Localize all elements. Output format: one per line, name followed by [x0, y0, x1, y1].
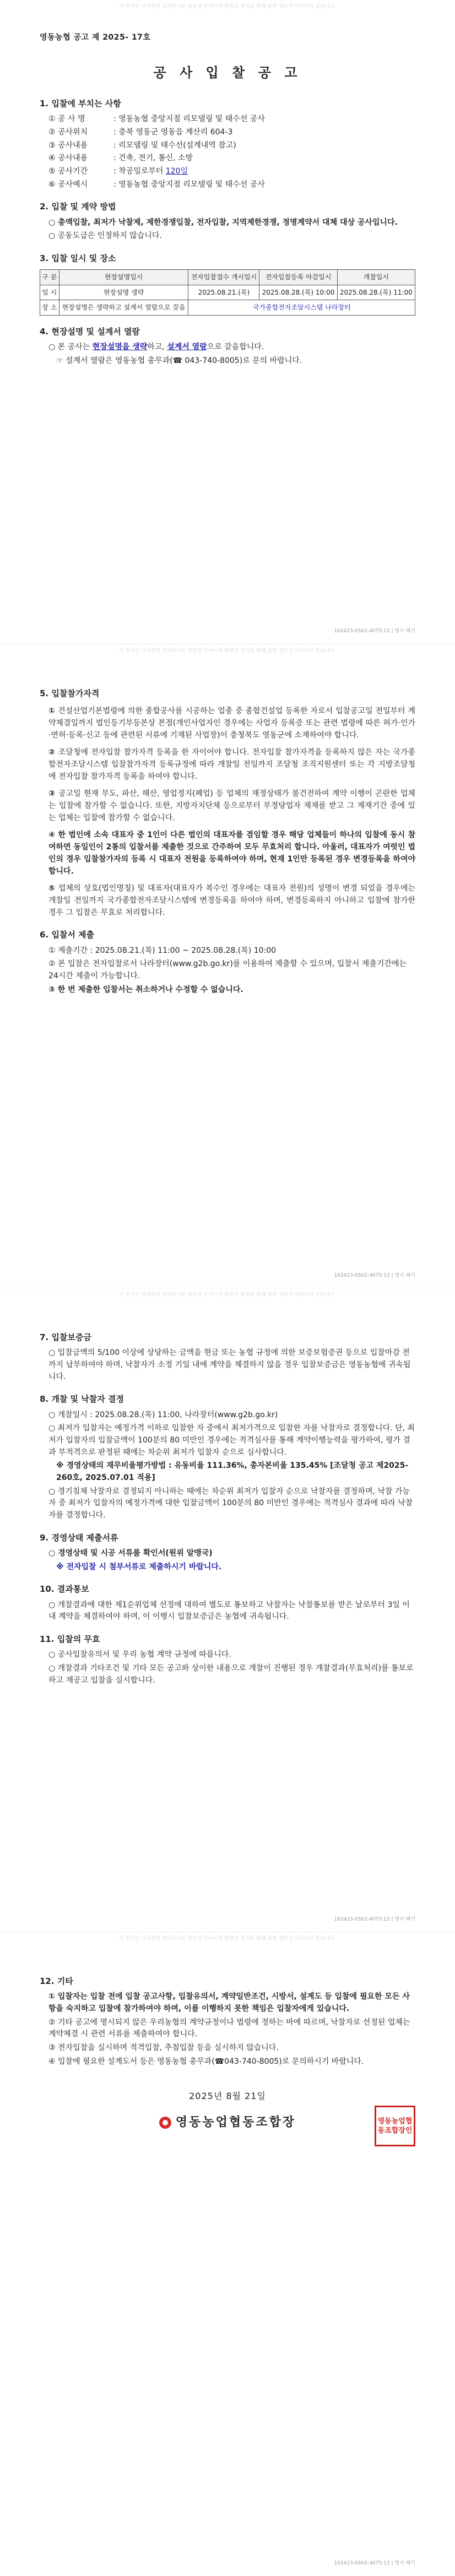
bullet: ② 본 입찰은 전자입찰로서 나라장터(www.g2b.go.kr)를 이용하여 제출할 수 있으며, 입찰서 제출기간에는 24시간 제출이 가능합니다. — [48, 959, 407, 980]
item-row — [40, 140, 415, 152]
schedule-table — [40, 269, 415, 316]
page-3-watermark-note: 이 문서는 나라장터 전자문서로 발급된 문서이며 위변조 방지를 위해 출력 정보가 기록되어 있습니다. — [119, 1292, 336, 1298]
bullet: ① 제출기간 : 2025.08.21.(목) 11:00 ~ 2025.08.28.(목) 10:00 — [48, 946, 277, 955]
para-text: 한 법인에 소속 대표자 중 1인이 다른 법인의 대표자를 겸임할 경우 해당 업체들이 하나의 입찰에 동시 참여하면 동일인이 2통의 입찰서를 제출한 것으로 간주하여 모두 무효처리 합니다. 아울러, 대표자가 여럿인 법인의 경우 입찰참가자의 등록 시 대표자 전원을 등록하여야 하며, 현재 1인만 등록된 경우 변경등록을 하여야 합니다. — [48, 831, 415, 876]
bullet: ② 기타 공고에 명시되지 않은 우리농협의 계약규정이나 법령에 정하는 바에 따르며, 낙찰자로 선정된 업체는 계약체결 시 관련 서류를 제출하여야 합니다. — [48, 2018, 410, 2039]
table-header: 전자입찰등록 마감일시 — [259, 270, 337, 285]
item-value — [113, 166, 415, 178]
section-8-title: 8. 개찰 및 낙찰자 결정 — [40, 1394, 124, 1404]
nh-logo-icon — [159, 2117, 171, 2129]
section-8 — [40, 1393, 415, 1521]
paragraph — [40, 883, 415, 919]
bullet: ○ 공동도급은 인정하지 않습니다. — [48, 231, 162, 241]
page-2 — [0, 644, 455, 1288]
section-4-title: 4. 현장설명 및 설계서 열람 — [40, 326, 140, 337]
section-5 — [40, 687, 415, 919]
para-number: ① — [48, 707, 56, 716]
paragraph — [40, 747, 415, 783]
bullet: ○ 최저가 입찰자는 예정가격 이하로 입찰한 자 중에서 최저가격으로 입찰한 자를 낙찰자로 결정합니다. 단, 최저가 입찰자의 입찰금액이 100분의 80 미만인 경우에는 적격심사를 통해 계약이행능력을 평가하여, 평가 결과 부적격으로 판정된 때에는 차순위 최저가 입찰자 순으로 심사합니다. — [48, 1424, 415, 1457]
table-header-row — [40, 270, 415, 285]
bullet: ○ 개찰결과에 대한 제1순위업체 선정에 대하여 별도로 통보하고 낙찰자는 낙찰통보를 받은 날로부터 3일 이내 계약을 체결하여야 하며, 이 이행시 입찰보증금은 농협에 귀속됩니다. — [48, 1600, 410, 1621]
paragraph — [40, 788, 415, 824]
section-4 — [40, 326, 415, 367]
item-row — [40, 113, 415, 126]
page-3-content — [40, 1321, 415, 1688]
section-6-title: 6. 입찰서 제출 — [40, 930, 95, 940]
para-text: 조달청에 전자입찰 참가자격 등록을 한 자이어야 합니다. 전자입찰 참가자격을 등록하지 않은 자는 국가종합전자조달시스템 입찰참가자격 등록규정에 따라 개찰일 전일까지 조달청 조직지원센터 또는 각 지방조달청에 전자입찰 참가자격 등록을 하여야 합니다. — [48, 748, 415, 781]
item-value: : 영동농협 중앙지점 리모델링 및 태수선 공사 — [113, 180, 265, 189]
row-label: 일 시 — [40, 285, 59, 300]
para-text: 업체의 상호(법인명칭) 및 대표자(대표자가 복수인 경우에는 대표자 전원)의 성명이 변경 되었을 경우에는 개찰일 전일까지 국가종합전자조달시스템에 변경등록을 하여야 하며, 변경등록하지 아니하고 입찰에 참가한 경우 그 입찰은 무효로 처리합니다. — [48, 884, 416, 917]
section-6 — [40, 929, 415, 996]
table-row — [40, 285, 415, 300]
bullet: ○ 입찰금액의 5/100 이상에 상당하는 금액을 현금 또는 농협 규정에 의한 보증보험증권 등으로 입찰마감 전까지 납부하여야 하며, 낙찰자가 소정 기일 내에 계약을 체결하지 않을 경우 입찰보증금은 영동농협에 귀속됩니다. — [48, 1348, 411, 1381]
section-11-title: 11. 입찰의 무효 — [40, 1634, 100, 1644]
underline-text: 설계서 열람 — [167, 343, 207, 352]
table-cell: 현장설명은 생략하고 설계서 열람으로 갈음 — [59, 300, 188, 316]
bullet: ○ 공사입찰유의서 및 우리 농협 계약 규정에 따릅니다. — [48, 1650, 231, 1660]
text-span: 으로 갈음합니다. — [207, 343, 264, 352]
para-text: 건설산업기본법령에 의한 종합공사를 시공하는 업종 중 종합건설업 등록한 자로서 입찰공고일 전일부터 계약체결일까지 법인등기부등본상 본점(개인사업자인 경우에는 사업자 등록증 또는 관련 법령에 따른 허가·인가·면허·등록·신고 등에 관련된 서류에 기재된 사업장)이 충청북도 영동군에 소재하여야 합니다. — [48, 707, 415, 740]
table-cell: 2025.08.21.(목) — [188, 285, 259, 300]
text-span: 하고, — [147, 343, 167, 352]
page-1-footer: 162423-0502-4075:12 | 영시 폐기 — [334, 628, 415, 634]
page-4-content — [40, 1965, 415, 2132]
page-3-footer: 162423-0502-4075:12 | 영시 폐기 — [334, 1917, 415, 1922]
section-9 — [40, 1532, 415, 1574]
sub-note: ※ 전자입찰 시 첨부서류로 제출하시기 바랍니다. — [56, 1562, 222, 1571]
bullet: ① 입찰자는 입찰 전에 입찰 공고사항, 입찰유의서, 계약일반조건, 시방서, 설계도 등 입찰에 필요한 모든 사항을 숙지하고 입찰에 참가하여야 하며, 이를 이행하지 못한 책임은 입찰자에게 있습니다. — [48, 1992, 410, 2013]
item-row — [40, 127, 415, 139]
item-key: ④ 공사내용 — [48, 154, 88, 163]
text-span: ○ 본 공사는 — [48, 343, 93, 352]
table-cell: 국가종합전자조달시스템 나라장터 — [188, 300, 415, 316]
section-10-title: 10. 결과통보 — [40, 1584, 89, 1595]
section-5-title: 5. 입찰참가자격 — [40, 688, 100, 698]
item-row — [40, 153, 415, 165]
section-10 — [40, 1583, 415, 1623]
row-label: 장 소 — [40, 300, 59, 316]
organization-name: 영동농업협동조합장 — [175, 2116, 296, 2130]
page-4 — [0, 1932, 455, 2576]
section-1 — [40, 97, 415, 191]
item-row — [40, 179, 415, 191]
table-cell: 현장설명 생략 — [59, 285, 188, 300]
bullet: ○ 개찰일시 : 2025.08.28.(목) 11:00, 나라장터(www.g2b.go.kr) — [48, 1410, 278, 1419]
item-key: ⑤ 공사기간 — [48, 166, 88, 176]
page-2-content — [40, 677, 415, 997]
table-header: 전자입찰접수 개시일시 — [188, 270, 259, 285]
item-key: ② 공사위치 — [48, 127, 88, 137]
bullet: ○ 경기침체 낙찰자로 결정되지 아니하는 때에는 차순위 최저가 입찰자 순으로 낙찰자를 결정하며, 낙찰 가능자 중 최저가 입찰자의 예정가격에 대한 입찰금액이 100분의 80 미만인 경우에는 적격심사 결과에 따라 낙찰자를 결정합니다. — [48, 1487, 413, 1520]
page-1 — [0, 0, 455, 644]
sub-note: ※ 경영상태의 재무비율평가방법 : 유동비율 111.36%, 총자본비율 135.45% [조달청 공고 제2025-260호, 2025.07.01 적용] — [56, 1461, 409, 1482]
para-text: 공고일 현재 부도, 파산, 해산, 영업정지(폐업) 등 업체의 재정상태가 불건전하여 계약 이행이 곤란한 업체는 입찰에 참가할 수 없습니다. 또한, 지방자치단체 등으로부터 부정당업자 제재를 받고 그 제재기간 중에 있는 업체는 입찰에 참가할 수 없습니다. — [48, 789, 416, 822]
section-7-title: 7. 입찰보증금 — [40, 1332, 91, 1342]
para-number: ③ — [48, 789, 56, 799]
table-row — [40, 300, 415, 316]
page-1-content — [40, 32, 415, 369]
table-cell: 2025.08.28.(목) 11:00 — [337, 285, 415, 300]
table-header: 개찰일시 — [337, 270, 415, 285]
section-2 — [40, 200, 415, 242]
section-3-title: 3. 입찰 일시 및 장소 — [40, 253, 116, 263]
page-4-footer: 162423-0502-4075:12 | 영시 폐기 — [334, 2561, 415, 2566]
official-seal-icon: 영동농업협동조합장인 — [375, 2106, 415, 2146]
item-value: : 리모델링 및 태수선(설계내역 참고) — [113, 140, 236, 150]
section-11 — [40, 1633, 415, 1686]
section-12 — [40, 1975, 415, 2068]
sub-note: ☞ 설계서 열람은 영동농협 총무과(☎ 043-740-8005)로 문의 바랍니다. — [56, 356, 302, 365]
document-title: 공 사 입 찰 공 고 — [153, 64, 302, 80]
bullet: ③ 전자입찰을 실시하며 적격입찰, 추첨입찰 등을 실시하지 않습니다. — [48, 2043, 279, 2052]
period-prefix: : 착공일로부터 — [113, 166, 166, 176]
para-number: ④ — [48, 831, 56, 840]
para-number: ⑤ — [48, 884, 56, 893]
notice-number: 영동농협 공고 제 2025- 17호 — [40, 33, 151, 42]
period-days: 120일 — [165, 166, 188, 176]
underline-text: 현장설명을 생략 — [92, 343, 148, 352]
bullet: ④ 입찰에 필요한 설계도서 등은 영동농협 총무과(☎043-740-8005)로 문의하시기 바랍니다. — [48, 2057, 364, 2066]
page-2-footer: 162423-0502-4075:12 | 영시 폐기 — [334, 1273, 415, 1278]
bullet: ③ 한 번 제출한 입찰서는 취소하거나 수정할 수 없습니다. — [48, 985, 243, 994]
bullet: ○ 개찰결과 기타조건 및 기타 모든 공고와 상이한 내용으로 개찰이 진행된 경우 개찰결과(무효처리)를 통보로 하고 재공고 입찰을 실시합니다. — [48, 1663, 414, 1685]
paragraph — [40, 829, 415, 877]
bullet: ○ 총액입찰, 최저가 낙찰제, 제한경쟁입찰, 전자입찰, 지역제한경쟁, 정명계약서 대체 대상 공사입니다. — [48, 218, 398, 227]
section-9-title: 9. 경영상태 제출서류 — [40, 1532, 118, 1543]
para-number: ② — [48, 748, 56, 757]
page-3 — [0, 1288, 455, 1932]
item-value: : 건축, 전기, 통신, 소방 — [113, 154, 193, 163]
section-3 — [40, 252, 415, 316]
page-2-watermark-note: 이 문서는 나라장터 전자문서로 발급된 문서이며 위변조 방지를 위해 출력 정보가 기록되어 있습니다. — [119, 648, 336, 654]
bullet — [40, 341, 415, 354]
table-header: 구 분 — [40, 270, 59, 285]
table-cell: 2025.08.28.(목) 10:00 — [259, 285, 337, 300]
section-7 — [40, 1331, 415, 1383]
item-value: : 영동농협 중앙지점 리모델링 및 태수선 공사 — [113, 115, 265, 124]
bullet: ○ 경영상태 및 시공 서류를 확인서(원위 알맹국) — [48, 1549, 213, 1558]
paragraph — [40, 706, 415, 741]
table-header: 현장설명일시 — [59, 270, 188, 285]
item-key: ⑥ 공사예시 — [48, 180, 88, 189]
item-key: ① 공 사 명 — [48, 115, 85, 124]
issue-date: 2025년 8월 21일 — [189, 2091, 266, 2102]
item-row — [40, 166, 415, 178]
section-2-title: 2. 입찰 및 계약 방법 — [40, 202, 116, 212]
organization-signature — [40, 2113, 415, 2132]
section-12-title: 12. 기타 — [40, 1976, 73, 1986]
page-1-watermark-note: 이 문서는 나라장터 전자문서로 발급된 문서이며 위변조 방지를 위해 출력 정보가 기록되어 있습니다. — [119, 4, 336, 9]
item-key: ③ 공사내용 — [48, 140, 88, 150]
item-value: : 충북 영동군 영동읍 계산리 604-3 — [113, 127, 233, 137]
page-4-watermark-note: 이 문서는 나라장터 전자문서로 발급된 문서이며 위변조 방지를 위해 출력 정보가 기록되어 있습니다. — [119, 1936, 336, 1942]
section-1-title: 1. 입찰에 부치는 사항 — [40, 98, 121, 109]
